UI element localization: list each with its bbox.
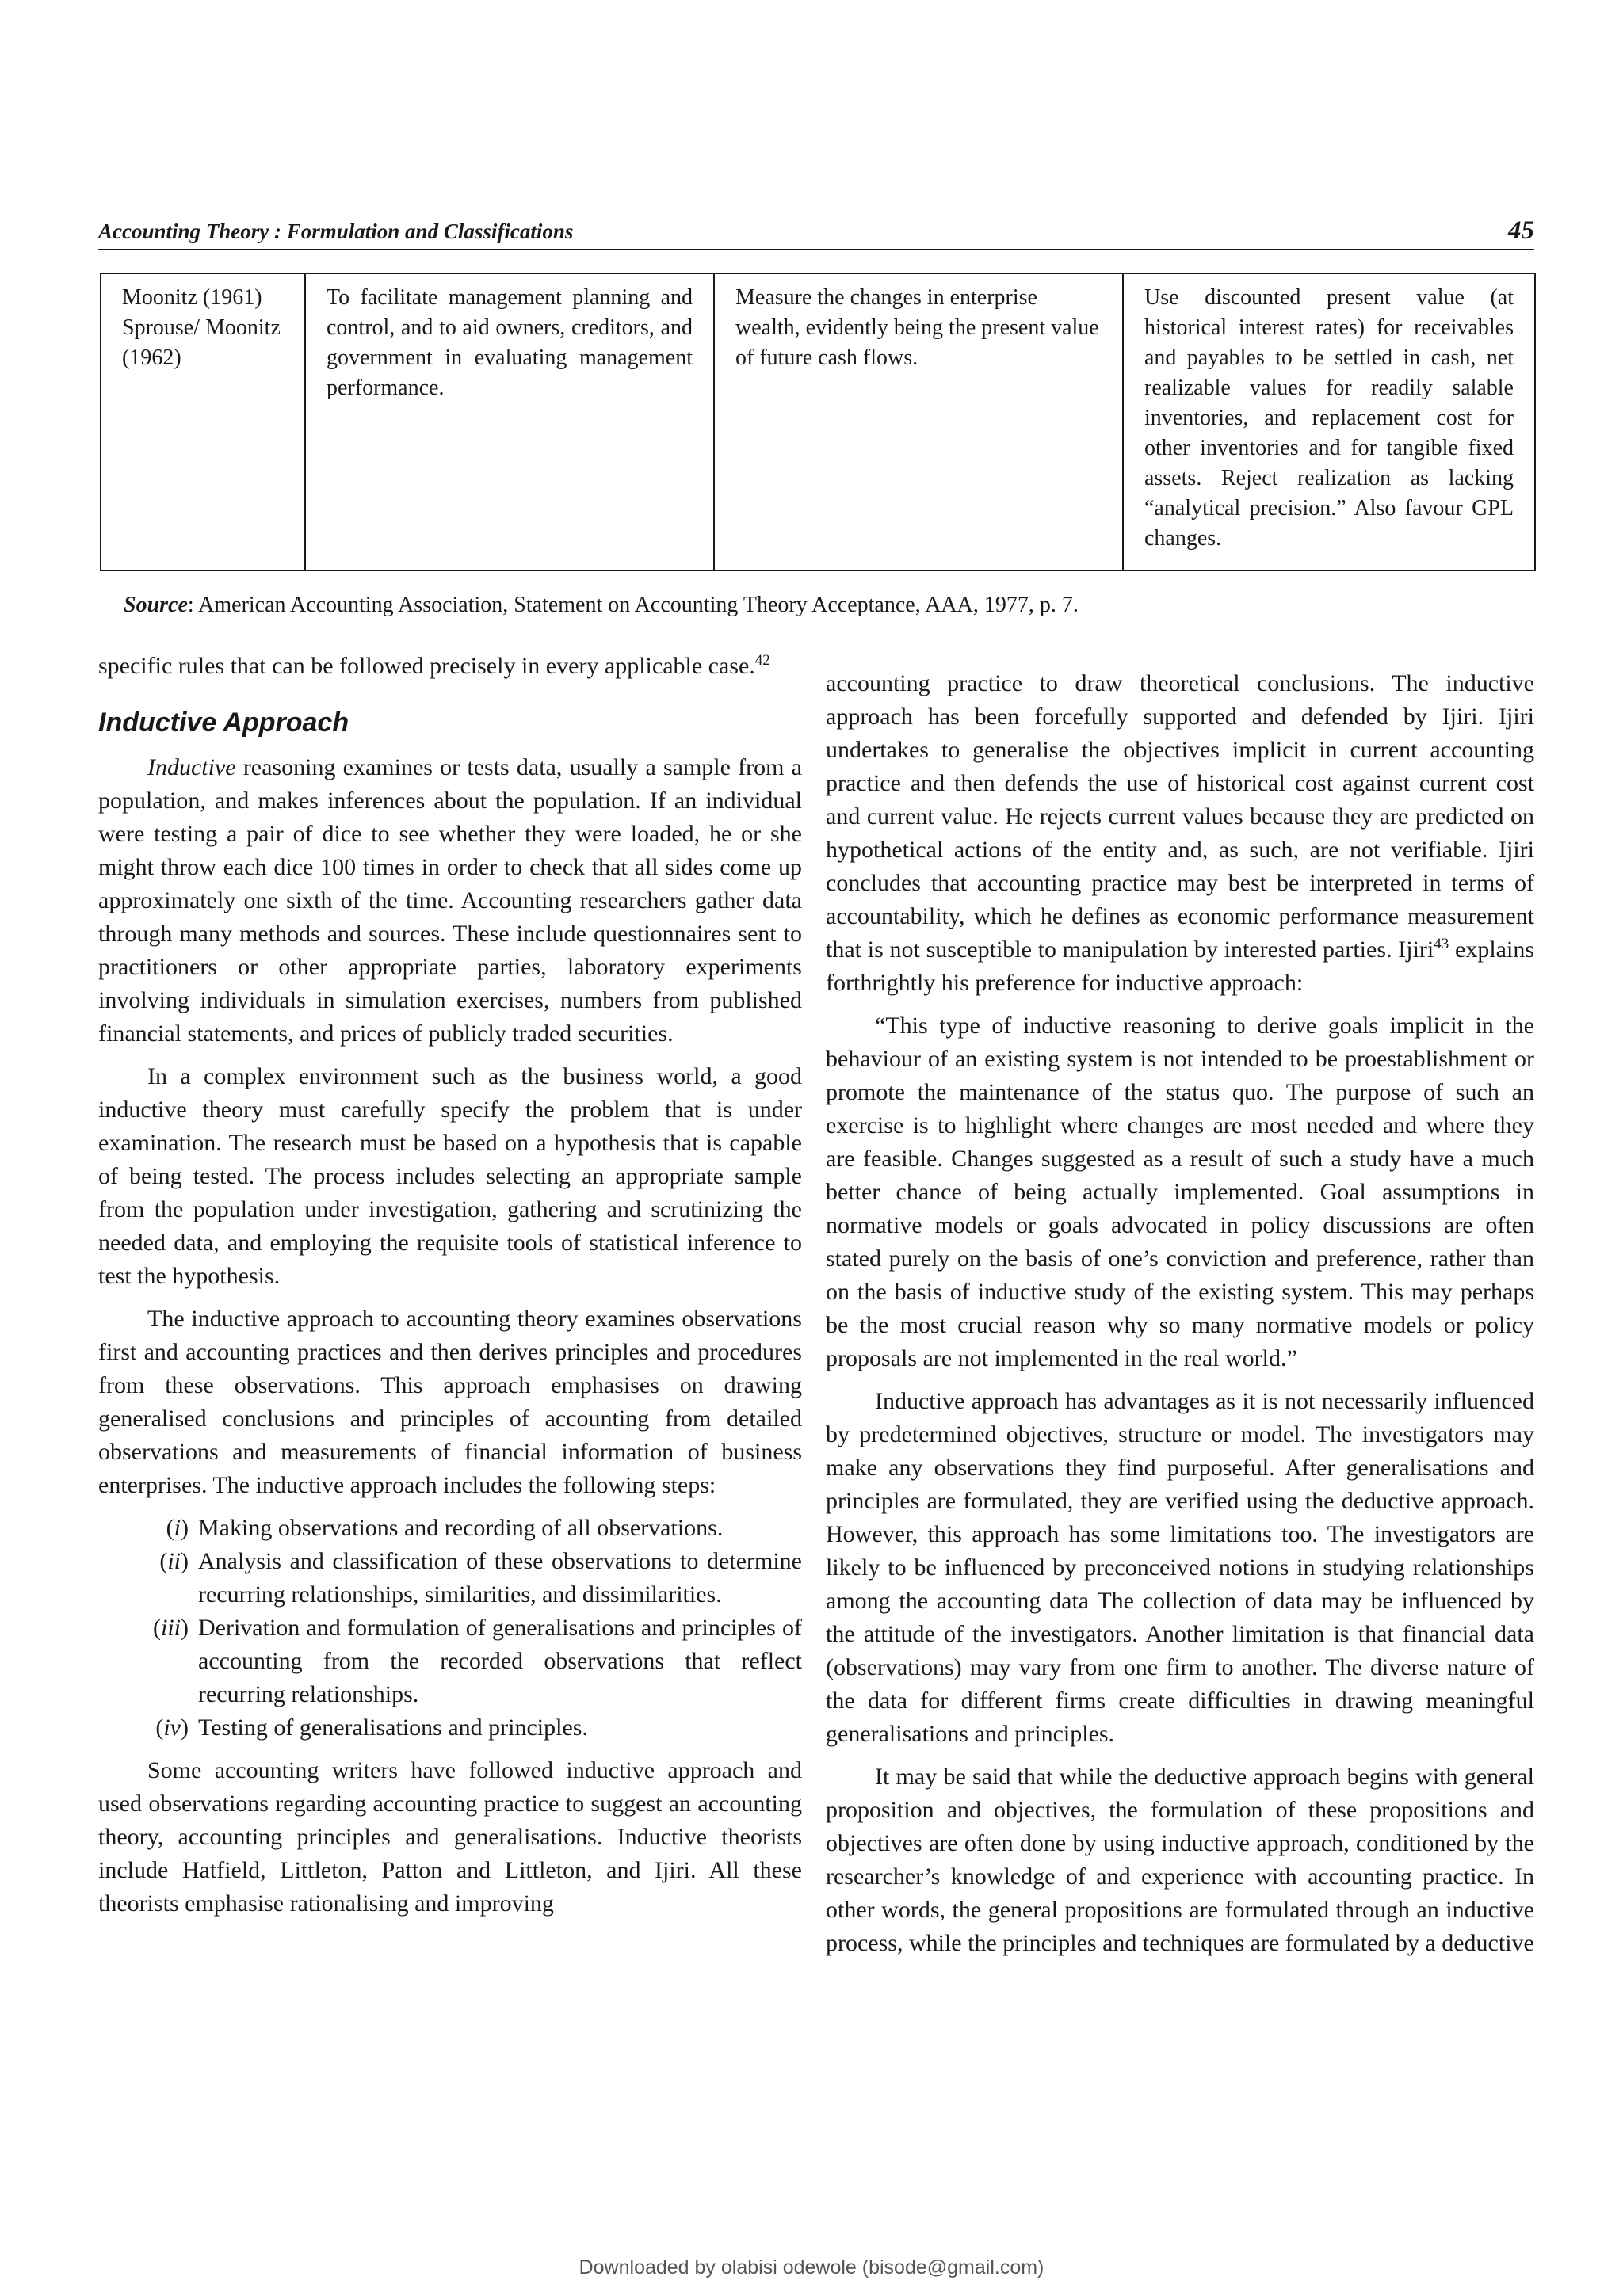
section-heading: Inductive Approach bbox=[98, 707, 349, 738]
paragraph: The inductive approach to accounting theory examines observations first and accounting practices and then derives principles and procedures from these observations. This approach emphasises on drawing generalised conclusions and principles of accounting from detailed observations and measurements of financial information of business enterprises. The inductive approach includes the following steps: bbox=[98, 1306, 802, 1498]
list-item: (iii) Derivation and formulation of generalisations and principles of accounting from the recorded observations that reflect recurring relationships. bbox=[152, 1615, 802, 1707]
paragraph: It may be said that while the deductive approach begins with general proposition and objectives, the formulation of these propositions and objectives are often done by using inductive approach, conditioned by the researcher’s knowledge of and experience with accounting practice. In other words, the general propositions are formulated through an inductive process, while the principles and techniques are formulated by a deductive bbox=[826, 1764, 1534, 1956]
steps-list bbox=[98, 1512, 802, 1745]
page-number: 45 bbox=[1508, 216, 1534, 245]
left-column bbox=[98, 650, 802, 1930]
table-row bbox=[101, 273, 1535, 570]
source-text: : American Accounting Association, Statement on Accounting Theory Acceptance, AAA, 1977, p. 7. bbox=[187, 593, 1079, 617]
table-cell-method: Use discounted present value (at historical interest rates) for receivables and payables to be settled in cash, net realizable values for readily salable inventories, and replacement cost for other inventories and for tangible fixed assets. Reject realization as lacking “analytical precision.” Also favour GPL changes. bbox=[1123, 273, 1535, 570]
source-label: Source bbox=[124, 593, 188, 617]
paragraph: Inductive reasoning examines or tests data, usually a sample from a population, and makes inferences about the population. If an individual were testing a pair of dice to see whether they were loaded, he or she might throw each dice 100 times in order to check that all sides come up approximately one sixth of the time. Accounting researchers gather data through many methods and sources. These include questionnaires sent to practitioners or other appropriate parties, laboratory experiments involving individuals in simulation exercises, numbers from published financial statements, and prices of publicly traded securities. bbox=[98, 754, 802, 1047]
paragraph: In a complex environment such as the business world, a good inductive theory must carefully specify the problem that is under examination. The research must be based on a hypothesis that is capable of being tested. The process includes selecting an appropriate sample from the population under investigation, gathering and scrutinizing the needed data, and employing the requisite tools of statistical inference to test the hypothesis. bbox=[98, 1063, 802, 1289]
table-cell-objective: To facilitate management planning and control, and to aid owners, creditors, and government in evaluating management performance. bbox=[305, 273, 714, 570]
footnote-ref: 42 bbox=[754, 652, 770, 669]
table-source-note bbox=[124, 591, 1518, 620]
download-footer: Downloaded by olabisi odewole (bisode@gmail.com) bbox=[579, 2256, 1044, 2279]
paragraph: Some accounting writers have followed inductive approach and used observations regarding accounting practice to suggest an accounting theory, accounting principles and generalisations. Inductive theorists include Hatfield, Littleton, Patton and Littleton, and Ijiri. All these theorists emphasise rationalising and improving bbox=[98, 1757, 802, 1917]
running-header bbox=[98, 212, 1534, 250]
table-cell-author: Moonitz (1961) Sprouse/ Moonitz (1962) bbox=[101, 273, 305, 570]
list-item: (i) Making observations and recording of all observations. bbox=[166, 1515, 724, 1541]
paragraph: specific rules that can be followed precisely in every applicable case.$^{42}$ bbox=[98, 652, 770, 679]
theory-comparison-table bbox=[100, 273, 1536, 571]
list-item: (iv) Testing of generalisations and principles. bbox=[155, 1714, 588, 1741]
block-quote: “This type of inductive reasoning to derive goals implicit in the behaviour of an existing system is not intended to be proestablishment or promote the maintenance of the status quo. The purpose of such an exercise is to highlight where changes are most needed and where they are feasible. Changes suggested as a result of such a study have a much better chance of being actually implemented. Goal assumptions in normative models or goals advocated in policy discussions are often stated purely on the basis of one’s conviction and preference, rather than on the basis of inductive study of the existing system. This may perhaps be the most crucial reason why so many normative models or policy proposals are not implemented in the real world.” bbox=[826, 1013, 1534, 1371]
chapter-title: Accounting Theory : Formulation and Classifications bbox=[98, 219, 574, 243]
right-column bbox=[826, 667, 1534, 1970]
paragraph: accounting practice to draw theoretical conclusions. The inductive approach has been forcefully supported and defended by Ijiri. Ijiri undertakes to generalise the objectives implicit in current accounting practice and then defends the use of historical cost against current cost and current value. He rejects current values because they are predicted on hypothetical actions of the entity and, as such, are not verifiable. Ijiri concludes that accounting practice may best be interpreted in terms of accountability, which he defines as economic performance measurement that is not susceptible to manipulation by interested parties. Ijiri$^{43}$ explains forthrightly his preference for inductive approach: bbox=[826, 670, 1534, 996]
table-cell-measurement: Measure the changes in enterprise wealth, evidently being the present value of future cash flows. bbox=[714, 273, 1123, 570]
list-item: (ii) Analysis and classification of these observations to determine recurring relationships, similarities, and dissimilarities. bbox=[159, 1548, 802, 1608]
footnote-ref: 43 bbox=[1434, 936, 1449, 952]
paragraph: Inductive approach has advantages as it is not necessarily influenced by predetermined objectives, structure or model. The investigators may make any observations they find purposeful. After generalisations and principles are formulated, they are verified using the deductive approach. However, this approach has some limitations too. The investigators are likely to be influenced by preconceived notions in studying relationships among the accounting data The collection of data may be influenced by the attitude of the investigators. Another limitation is that financial data (observations) may vary from one firm to another. The diverse nature of the data for different firms create difficulties in drawing meaningful generalisations and principles. bbox=[826, 1388, 1534, 1747]
